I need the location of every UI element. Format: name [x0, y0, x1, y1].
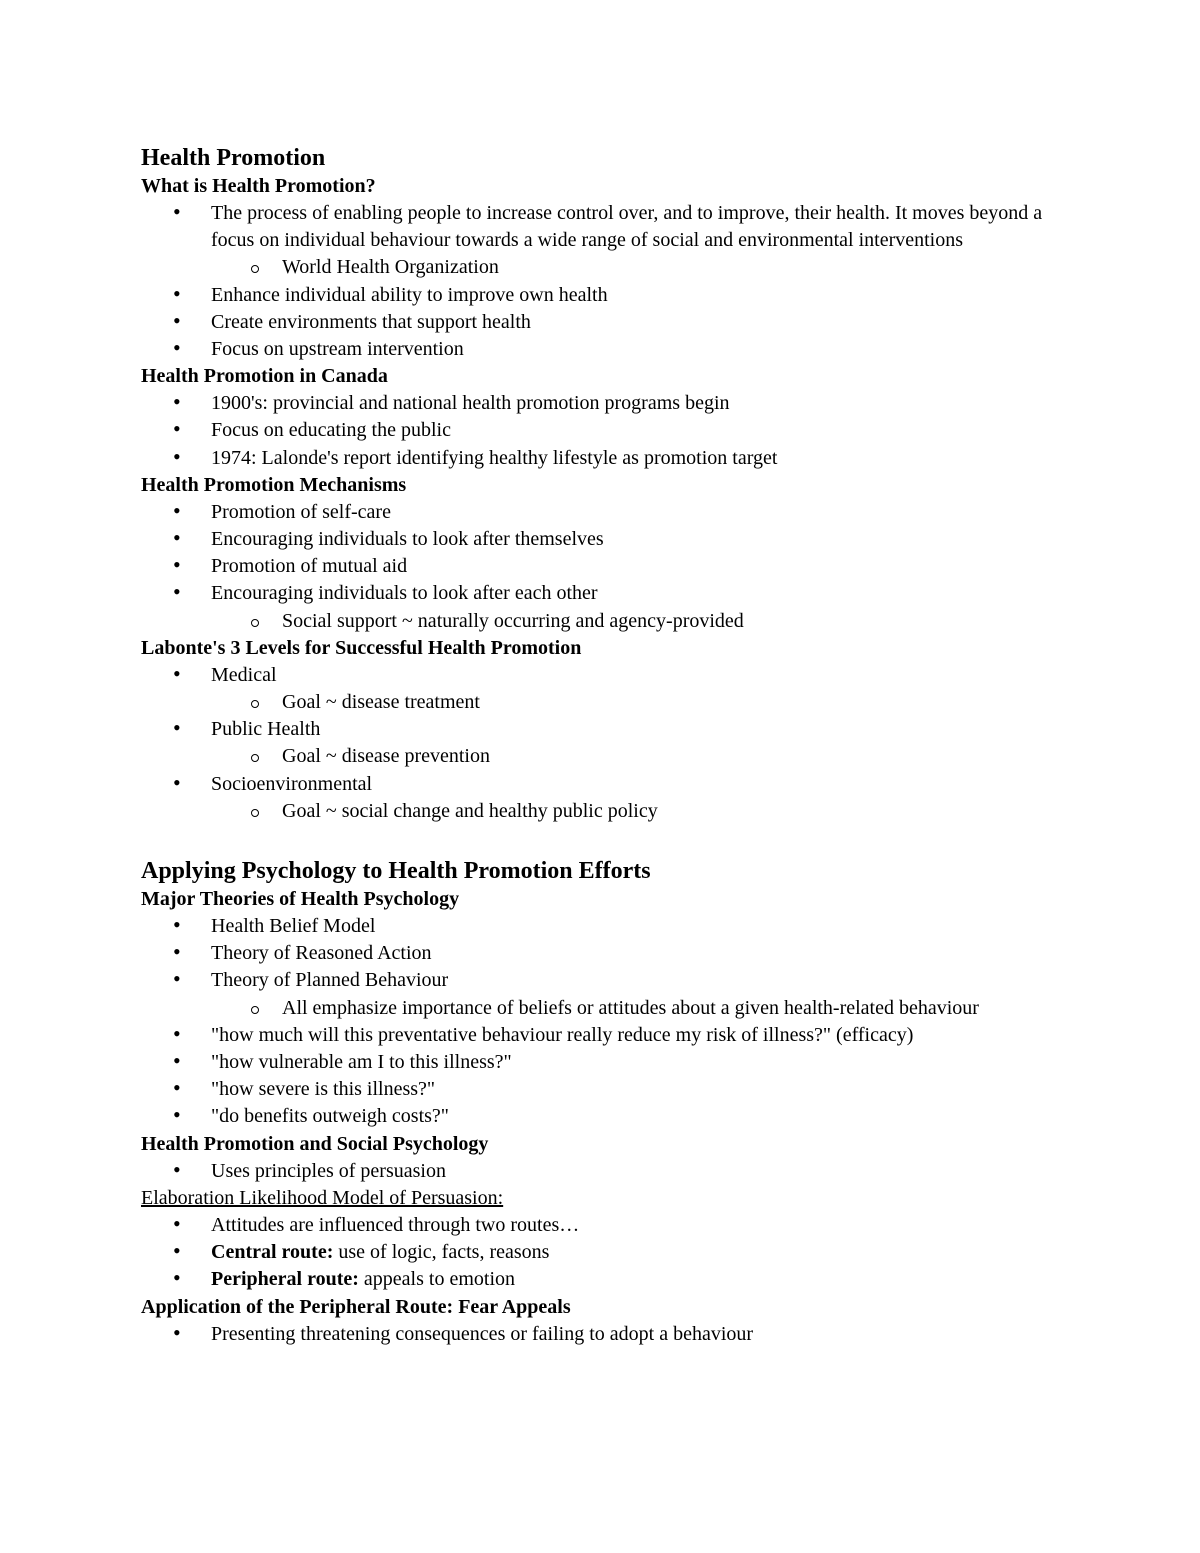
central-route-label: Central route:: [211, 1241, 334, 1264]
list-item: • Promotion of mutual aid: [141, 553, 1061, 580]
list-item: • Health Belief Model: [141, 913, 1061, 940]
sub-list-item: Goal ~ social change and healthy public policy: [141, 798, 1061, 825]
list-item: • Focus on upstream intervention: [141, 336, 1061, 363]
list-major-theories: [141, 913, 1061, 1131]
list-item: • Enhance individual ability to improve own health: [141, 282, 1061, 309]
list-item: • Socioenvironmental: [141, 771, 1061, 798]
sub-list-item: Goal ~ disease prevention: [141, 743, 1061, 770]
heading-major-theories: Major Theories of Health Psychology: [141, 888, 460, 911]
list-item: • Public Health: [141, 716, 1061, 743]
list-social-psychology: [141, 1158, 1061, 1185]
list-item: • Attitudes are influenced through two routes…: [141, 1212, 1061, 1239]
list-labonte-levels: [141, 662, 1061, 825]
list-item: • Encouraging individuals to look after each other: [141, 580, 1061, 607]
list-item-central-route: [141, 1239, 1061, 1266]
section-title-health-promotion: Health Promotion: [141, 145, 326, 171]
list-item: • "how severe is this illness?": [141, 1076, 1061, 1103]
heading-labonte-levels: Labonte's 3 Levels for Successful Health Promotion: [141, 636, 582, 659]
list-health-promotion-canada: [141, 390, 1061, 472]
list-item: • 1900's: provincial and national health promotion programs begin: [141, 390, 1061, 417]
list-what-is-health-promotion: [141, 200, 1061, 363]
sub-list-item: Goal ~ disease treatment: [141, 689, 1061, 716]
list-item-peripheral-route: [141, 1266, 1061, 1293]
list-item: • "how vulnerable am I to this illness?": [141, 1049, 1061, 1076]
list-item: • Uses principles of persuasion: [141, 1158, 1061, 1185]
document-page: [141, 143, 1061, 1348]
list-item: • The process of enabling people to increase control over, and to improve, their health. It moves beyond a focus on individual behaviour towards a wide range of social and environmental interventions: [141, 200, 1061, 254]
list-item: • Encouraging individuals to look after themselves: [141, 526, 1061, 553]
list-fear-appeals: [141, 1321, 1061, 1348]
sub-list-item: World Health Organization: [141, 254, 1061, 281]
heading-fear-appeals: Application of the Peripheral Route: Fear Appeals: [141, 1295, 571, 1318]
list-item: • Theory of Planned Behaviour: [141, 967, 1061, 994]
peripheral-route-label: Peripheral route:: [211, 1268, 359, 1291]
list-item: • Promotion of self-care: [141, 499, 1061, 526]
heading-what-is-health-promotion: What is Health Promotion?: [141, 175, 376, 197]
heading-health-promotion-mechanisms: Health Promotion Mechanisms: [141, 473, 407, 496]
heading-elaboration-likelihood-model: Elaboration Likelihood Model of Persuasion:: [141, 1186, 504, 1209]
sub-list-item: Social support ~ naturally occurring and agency-provided: [141, 608, 1061, 635]
heading-social-psychology: Health Promotion and Social Psychology: [141, 1132, 489, 1155]
list-item: • "how much will this preventative behaviour really reduce my risk of illness?" (efficacy): [141, 1022, 1061, 1049]
heading-health-promotion-canada: Health Promotion in Canada: [141, 365, 388, 388]
list-item: • Medical: [141, 662, 1061, 689]
list-item: • Create environments that support health: [141, 309, 1061, 336]
list-item: • "do benefits outweigh costs?": [141, 1103, 1061, 1130]
peripheral-route-text: appeals to emotion: [358, 1268, 515, 1291]
list-item: • 1974: Lalonde's report identifying healthy lifestyle as promotion target: [141, 445, 1061, 472]
list-item: • Theory of Reasoned Action: [141, 940, 1061, 967]
list-item: • Presenting threatening consequences or failing to adopt a behaviour: [141, 1321, 1061, 1348]
list-health-promotion-mechanisms: [141, 499, 1061, 635]
list-item: • Focus on educating the public: [141, 417, 1061, 444]
central-route-text: use of logic, facts, reasons: [333, 1241, 550, 1264]
section-title-applying-psychology: Applying Psychology to Health Promotion Efforts: [141, 858, 651, 885]
section-spacer: [141, 825, 1061, 852]
list-elaboration-likelihood-model: [141, 1212, 1061, 1294]
sub-list-item: All emphasize importance of beliefs or attitudes about a given health-related behaviour: [141, 995, 1061, 1022]
